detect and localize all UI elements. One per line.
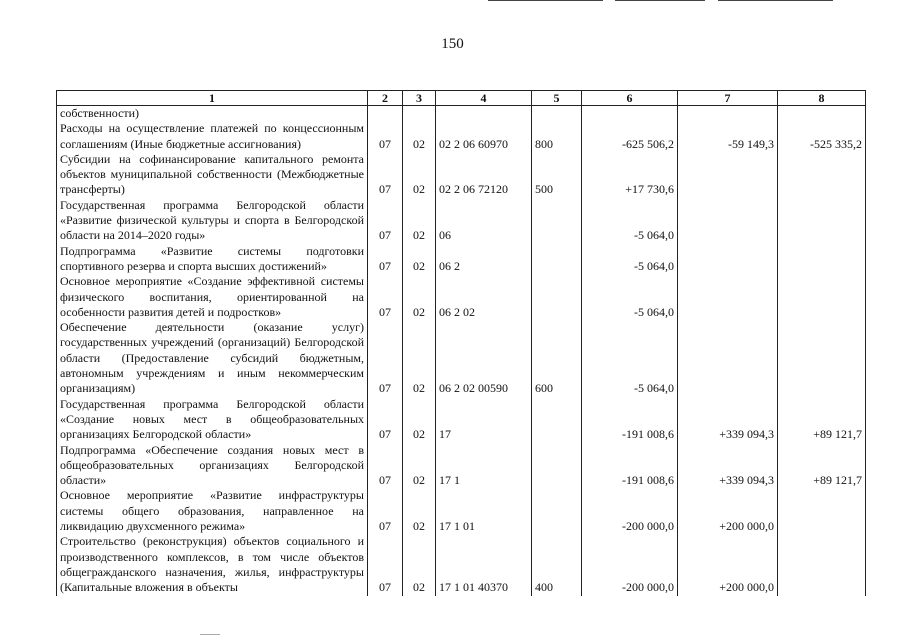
row-description: Подпрограмма «Развитие системы подготовки спортивного резерва и спорта высших достижений»	[57, 244, 368, 275]
top-rule	[718, 0, 833, 1]
amount-col7: +200 000,0	[678, 488, 778, 534]
column-header: 5	[532, 91, 582, 106]
amount-col8	[778, 106, 866, 122]
column-header: 2	[368, 91, 403, 106]
table-row	[57, 534, 866, 595]
amount-col8: +89 121,7	[778, 397, 866, 443]
section-code: 07	[368, 488, 403, 534]
section-code: 07	[368, 121, 403, 152]
column-header: 6	[582, 91, 678, 106]
section-code	[368, 106, 403, 122]
amount-col8: +89 121,7	[778, 443, 866, 489]
table-row	[57, 274, 866, 320]
section-code: 07	[368, 244, 403, 275]
row-description: Основное мероприятие «Создание эффективной системы физического воспитания, ориентированной на особенности развития детей и подростков»	[57, 274, 368, 320]
subsection-code: 02	[403, 152, 436, 198]
section-code: 07	[368, 534, 403, 595]
section-code: 07	[368, 274, 403, 320]
expense-type-code	[532, 274, 582, 320]
table-row	[57, 121, 866, 152]
amount-col6: -625 506,2	[582, 121, 678, 152]
amount-col6: -200 000,0	[582, 488, 678, 534]
section-code: 07	[368, 152, 403, 198]
table-row	[57, 244, 866, 275]
subsection-code: 02	[403, 274, 436, 320]
column-header: 3	[403, 91, 436, 106]
program-code: 06 2 02	[436, 274, 532, 320]
table-row	[57, 106, 866, 122]
amount-col7	[678, 106, 778, 122]
subsection-code: 02	[403, 488, 436, 534]
section-code: 07	[368, 320, 403, 396]
amount-col8	[778, 198, 866, 244]
expense-type-code: 800	[532, 121, 582, 152]
program-code: 06 2	[436, 244, 532, 275]
row-description: Подпрограмма «Обеспечение создания новых мест в общеобразовательных организациях Белгородской области»	[57, 443, 368, 489]
program-code	[436, 106, 532, 122]
amount-col7: +200 000,0	[678, 534, 778, 595]
table-row	[57, 443, 866, 489]
subsection-code	[403, 106, 436, 122]
row-description: Государственная программа Белгородской области «Развитие физической культуры и спорта в Белгородской области на 2014–2020 годы»	[57, 198, 368, 244]
table-row	[57, 397, 866, 443]
section-code: 07	[368, 443, 403, 489]
amount-col7: -59 149,3	[678, 121, 778, 152]
amount-col8	[778, 152, 866, 198]
column-header: 4	[436, 91, 532, 106]
row-description: Расходы на осуществление платежей по концессионным соглашениям (Иные бюджетные ассигнования)	[57, 121, 368, 152]
program-code: 17 1	[436, 443, 532, 489]
amount-col6: -191 008,6	[582, 397, 678, 443]
amount-col6: +17 730,6	[582, 152, 678, 198]
subsection-code: 02	[403, 443, 436, 489]
row-description: Строительство (реконструкция) объектов социального и производственного комплексов, в том числе объектов общегражданского назначения, жилья, инфраструктуры (Капитальные вложения в объекты	[57, 534, 368, 595]
expense-type-code	[532, 488, 582, 534]
amount-col7	[678, 244, 778, 275]
amount-col8	[778, 320, 866, 396]
expense-type-code: 500	[532, 152, 582, 198]
program-code: 17 1 01	[436, 488, 532, 534]
table-row	[57, 488, 866, 534]
amount-col7	[678, 198, 778, 244]
top-rule	[488, 0, 603, 1]
expense-type-code	[532, 198, 582, 244]
expense-type-code	[532, 106, 582, 122]
subsection-code: 02	[403, 198, 436, 244]
expense-type-code: 600	[532, 320, 582, 396]
budget-table	[56, 90, 866, 596]
amount-col8	[778, 244, 866, 275]
amount-col8	[778, 534, 866, 595]
subsection-code: 02	[403, 320, 436, 396]
column-header: 8	[778, 91, 866, 106]
amount-col7: +339 094,3	[678, 443, 778, 489]
amount-col7	[678, 152, 778, 198]
subsection-code: 02	[403, 121, 436, 152]
expense-type-code	[532, 443, 582, 489]
amount-col7: +339 094,3	[678, 397, 778, 443]
expense-type-code	[532, 244, 582, 275]
column-header: 7	[678, 91, 778, 106]
subsection-code: 02	[403, 397, 436, 443]
section-code: 07	[368, 198, 403, 244]
amount-col6: -5 064,0	[582, 274, 678, 320]
amount-col6: -5 064,0	[582, 198, 678, 244]
amount-col6	[582, 106, 678, 122]
header-row	[57, 91, 866, 106]
top-rule	[615, 0, 705, 1]
subsection-code: 02	[403, 534, 436, 595]
amount-col7	[678, 274, 778, 320]
amount-col6: -200 000,0	[582, 534, 678, 595]
amount-col8: -525 335,2	[778, 121, 866, 152]
row-description: Основное мероприятие «Развитие инфраструктуры системы общего образования, направленное на ликвидацию двухсменного режима»	[57, 488, 368, 534]
row-description: Обеспечение деятельности (оказание услуг) государственных учреждений (организаций) Белгородской области (Предоставление субсидий бюджетным, автономным учреждениям и иным некоммерческим организациям)	[57, 320, 368, 396]
scan-mark	[200, 634, 220, 635]
table-row	[57, 198, 866, 244]
table-row	[57, 152, 866, 198]
program-code: 06 2 02 00590	[436, 320, 532, 396]
program-code: 02 2 06 72120	[436, 152, 532, 198]
row-description: Субсидии на софинансирование капитального ремонта объектов муниципальной собственности (Межбюджетные трансферты)	[57, 152, 368, 198]
amount-col8	[778, 274, 866, 320]
program-code: 02 2 06 60970	[436, 121, 532, 152]
row-description: Государственная программа Белгородской области «Создание новых мест в общеобразовательных организациях Белгородской области»	[57, 397, 368, 443]
subsection-code: 02	[403, 244, 436, 275]
program-code: 06	[436, 198, 532, 244]
section-code: 07	[368, 397, 403, 443]
expense-type-code: 400	[532, 534, 582, 595]
amount-col6: -5 064,0	[582, 244, 678, 275]
amount-col6: -5 064,0	[582, 320, 678, 396]
expense-type-code	[532, 397, 582, 443]
amount-col6: -191 008,6	[582, 443, 678, 489]
row-description: собственности)	[57, 106, 368, 122]
column-header: 1	[57, 91, 368, 106]
program-code: 17	[436, 397, 532, 443]
program-code: 17 1 01 40370	[436, 534, 532, 595]
table-row	[57, 320, 866, 396]
amount-col8	[778, 488, 866, 534]
page-number: 150	[441, 36, 464, 52]
amount-col7	[678, 320, 778, 396]
